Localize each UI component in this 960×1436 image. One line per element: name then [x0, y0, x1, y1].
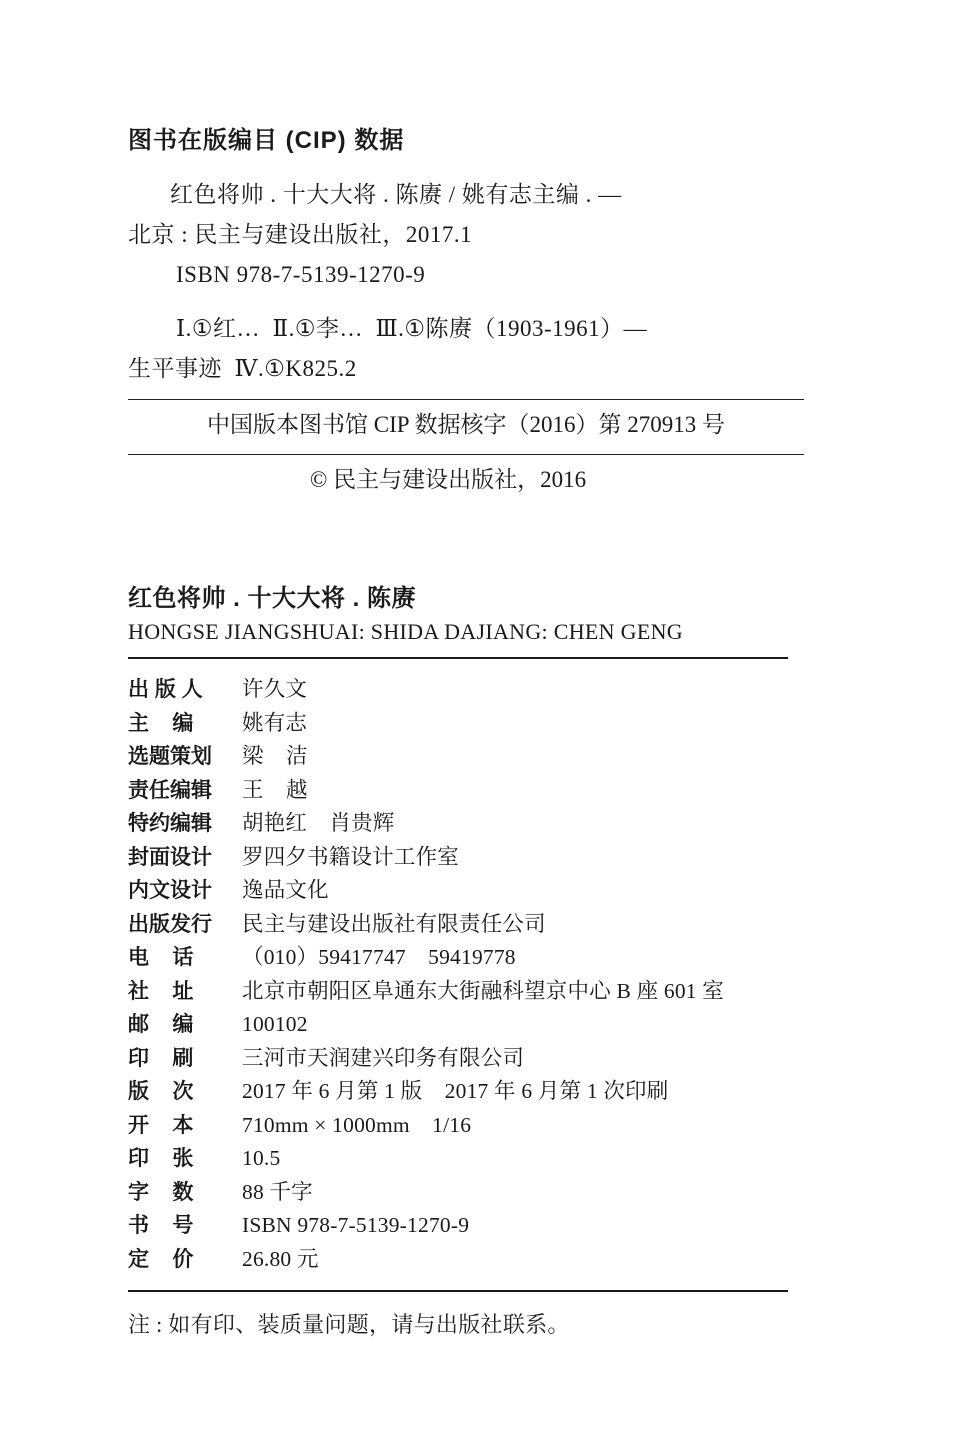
- colophon-title-chinese: 红色将帅 . 十大大将 . 陈赓: [128, 585, 417, 612]
- row-value: 王 越: [242, 777, 308, 802]
- cip-line-publisher: 北京 : 民主与建设出版社，2017.1: [128, 222, 473, 247]
- cip-registration-number: 中国版本图书馆 CIP 数据核字（2016）第 270913 号: [207, 412, 725, 437]
- table-row: [128, 1008, 832, 1042]
- colophon-block: [128, 578, 832, 1339]
- cip-line-isbn: ISBN 978-7-5139-1270-9: [176, 262, 426, 287]
- row-value: （010）59417747 59419778: [242, 945, 516, 969]
- row-value: 姚有志: [242, 710, 308, 735]
- colophon-divider-bottom: [128, 1290, 788, 1292]
- row-value: 三河市天润建兴印务有限公司: [242, 1045, 525, 1070]
- row-label: 出 版 人: [128, 678, 203, 701]
- row-label: 社 址: [128, 979, 194, 1003]
- row-label: 封面设计: [128, 845, 212, 869]
- row-label: 开 本: [128, 1113, 194, 1137]
- cip-data-block: [128, 120, 828, 499]
- cip-line-title: 红色将帅 . 十大大将 . 陈赓 / 姚有志主编 . —: [170, 182, 622, 207]
- row-label: 字 数: [128, 1180, 194, 1204]
- table-row: [128, 1042, 832, 1076]
- colophon-divider-top: [128, 657, 788, 659]
- row-value: 26.80 元: [242, 1246, 319, 1271]
- row-label: 定 价: [128, 1247, 194, 1271]
- row-value: 710mm × 1000mm 1/16: [242, 1112, 472, 1137]
- row-value: ISBN 978-7-5139-1270-9: [242, 1213, 470, 1237]
- cip-heading: 图书在版编目 (CIP) 数据: [128, 127, 405, 154]
- row-value: 许久文: [242, 677, 308, 701]
- table-row: [128, 807, 832, 841]
- table-row: [128, 1209, 832, 1243]
- table-row: [128, 707, 832, 741]
- row-value: 逸品文化: [242, 878, 329, 902]
- row-value: 梁 洁: [242, 744, 308, 768]
- row-label: 内文设计: [128, 879, 212, 902]
- row-value: 2017 年 6 月第 1 版 2017 年 6 月第 1 次印刷: [242, 1079, 669, 1103]
- row-label: 选题策划: [128, 745, 212, 768]
- row-value: 北京市朝阳区阜通东大街融科望京中心 B 座 601 室: [242, 978, 724, 1003]
- row-label: 书 号: [128, 1214, 194, 1237]
- cip-divider-top: [128, 399, 804, 400]
- table-row: [128, 1075, 832, 1109]
- cip-spacer: [128, 295, 828, 309]
- row-label: 特约编辑: [128, 812, 212, 835]
- row-value: 88 千字: [242, 1179, 313, 1204]
- cip-divider-bottom: [128, 454, 804, 455]
- row-label: 主 编: [128, 711, 194, 735]
- table-row: [128, 673, 832, 707]
- table-row: [128, 975, 832, 1009]
- row-label: 印 刷: [128, 1046, 194, 1070]
- colophon-title-pinyin: HONGSE JIANGSHUAI: SHIDA DAJIANG: CHEN GENG: [128, 619, 683, 644]
- row-value: 罗四夕书籍设计工作室: [242, 844, 460, 869]
- row-value: 10.5: [242, 1146, 281, 1170]
- colophon-rows: [128, 673, 832, 1276]
- row-label: 出版发行: [128, 912, 212, 936]
- cip-line-classification-2: 生平事迹 Ⅳ.①K825.2: [128, 356, 357, 381]
- row-label: 责任编辑: [128, 778, 212, 802]
- row-value: 100102: [242, 1012, 308, 1036]
- cip-line-classification-1: Ⅰ.①红… Ⅱ.①李… Ⅲ.①陈赓（1903-1961）—: [176, 316, 648, 341]
- table-row: [128, 740, 832, 774]
- row-label: 电 话: [128, 946, 194, 969]
- table-row: [128, 908, 832, 942]
- table-row: [128, 841, 832, 875]
- copyright-line: © 民主与建设出版社，2016: [309, 467, 587, 492]
- quality-note: 注 : 如有印、装质量问题，请与出版社联系。: [128, 1312, 570, 1337]
- row-value: 民主与建设出版社有限责任公司: [242, 911, 546, 936]
- table-row: [128, 1142, 832, 1176]
- table-row: [128, 1243, 832, 1277]
- row-value: 胡艳红 肖贵辉: [242, 811, 395, 835]
- table-row: [128, 1176, 832, 1210]
- table-row: [128, 874, 832, 908]
- row-label: 版 次: [128, 1080, 194, 1103]
- row-label: 邮 编: [128, 1013, 194, 1036]
- table-row: [128, 774, 832, 808]
- row-label: 印 张: [128, 1147, 194, 1170]
- table-row: [128, 1109, 832, 1143]
- table-row: [128, 941, 832, 975]
